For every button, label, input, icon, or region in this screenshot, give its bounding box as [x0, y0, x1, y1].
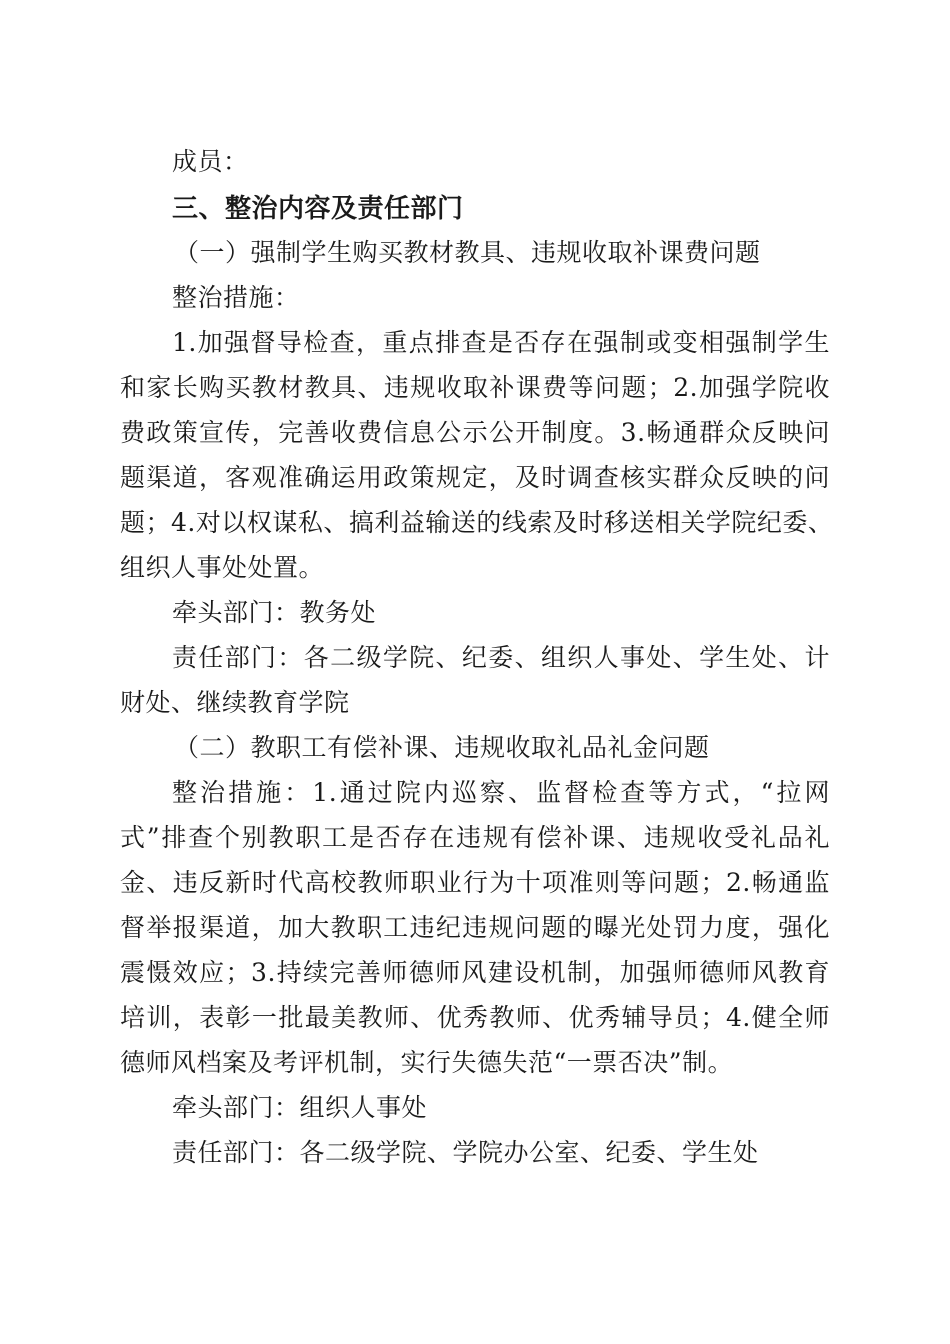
- measures-line: 费政策宣传，完善收费信息公示公开制度。3.畅通群众反映问: [120, 418, 830, 447]
- responsible-department-2: 责任部门：各二级学院、学院办公室、纪委、学生处: [172, 1138, 759, 1167]
- responsible-department-line: 责任部门：各二级学院、纪委、组织人事处、学生处、计: [172, 643, 830, 672]
- measures-line: 整治措施：1.通过院内巡察、监督检查等方式，“拉网: [172, 778, 830, 807]
- measures-line: 题；4.对以权谋私、搞利益输送的线索及时移送相关学院纪委、: [120, 508, 834, 537]
- measures-line: 震慑效应；3.持续完善师德师风建设机制，加强师德师风教育: [120, 958, 830, 987]
- measures-label-1: 整治措施：: [172, 283, 300, 312]
- measures-line: 德师风档案及考评机制，实行失德失范“一票否决”制。: [120, 1048, 734, 1077]
- members-label: 成员：: [172, 147, 249, 176]
- measures-line: 1.加强督导检查，重点排查是否存在强制或变相强制学生: [172, 328, 830, 357]
- lead-department-1: 牵头部门：教务处: [172, 598, 377, 627]
- measures-line: 督举报渠道，加大教职工违纪违规问题的曝光处罚力度，强化: [120, 913, 830, 942]
- measures-line: 和家长购买教材教具、违规收取补课费等问题；2.加强学院收: [120, 373, 830, 402]
- measures-line: 培训，表彰一批最美教师、优秀教师、优秀辅导员；4.健全师: [120, 1003, 830, 1032]
- section-heading-3: 三、整治内容及责任部门: [172, 194, 464, 224]
- subsection-heading-2: （二）教职工有偿补课、违规收取礼品礼金问题: [174, 733, 710, 762]
- subsection-heading-1: （一）强制学生购买教材教具、违规收取补课费问题: [174, 238, 761, 267]
- measures-line: 题渠道，客观准确运用政策规定，及时调查核实群众反映的问: [120, 463, 830, 492]
- responsible-department-line: 财处、继续教育学院: [120, 688, 350, 717]
- measures-line: 式”排查个别教职工是否存在违规有偿补课、违规收受礼品礼: [120, 823, 830, 852]
- lead-department-2: 牵头部门：组织人事处: [172, 1093, 428, 1122]
- measures-line: 金、违反新时代高校教师职业行为十项准则等问题；2.畅通监: [120, 868, 830, 897]
- measures-line: 组织人事处处置。: [120, 553, 325, 582]
